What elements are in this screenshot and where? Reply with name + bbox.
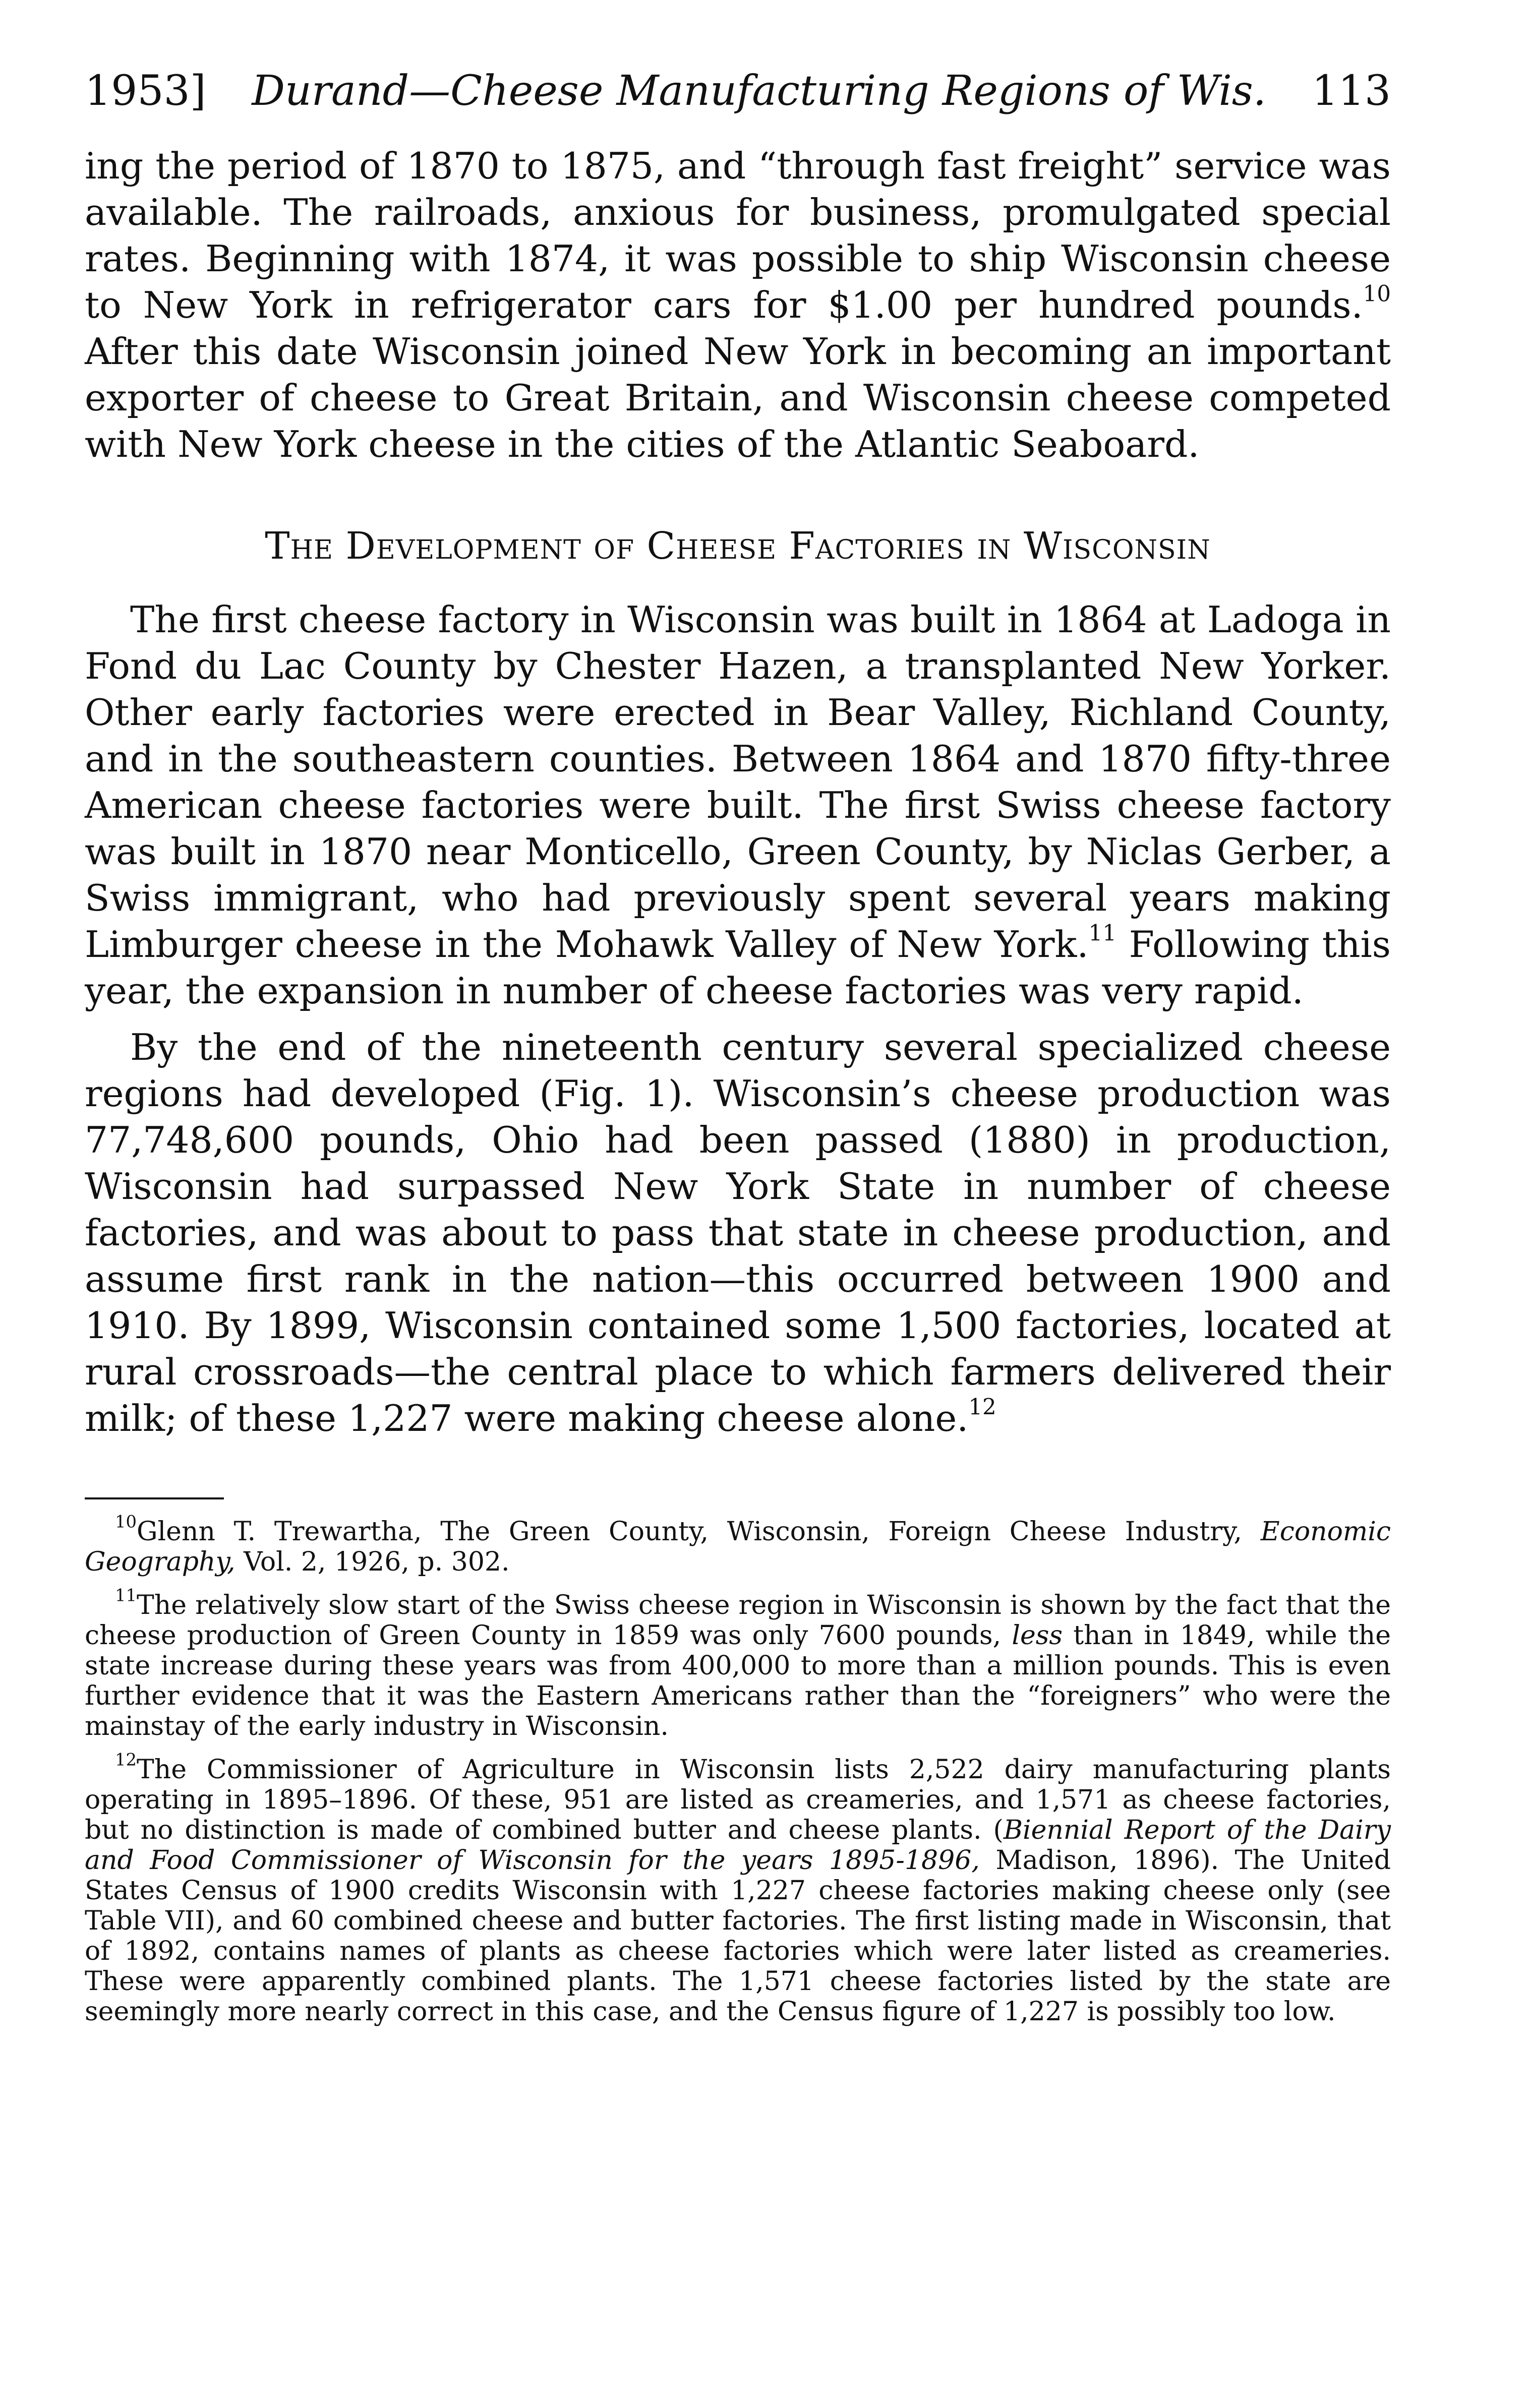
section-paragraph-1 <box>85 597 1391 1014</box>
footnote-ref-11: 11 <box>1088 921 1116 946</box>
footnote-12-text-2: Madison, 1896). The United States Census of 1900 credits Wisconsin with 1,227 cheese factories making cheese only (see Table VII), and 60 combined cheese and butter factories. The first listing made in Wisconsin, that of 1892, contains names of plants as cheese factories which were later listed as creameries. These were apparently combined plants. The 1,571 cheese factories listed by the state are seemingly more nearly correct in this case, and the Census figure of 1,227 is possibly too low. <box>85 1845 1391 2027</box>
running-header <box>85 67 1391 115</box>
footnote-11-text-1: The relatively slow start of the Swiss cheese region in Wisconsin is shown by the fact that the cheese production of Green County in 1859 was only 7600 pounds, <box>85 1590 1391 1651</box>
intro-paragraph <box>85 143 1391 468</box>
footnote-10-number: 10 <box>115 1512 137 1532</box>
document-page <box>85 67 1391 2040</box>
header-year: 1953] <box>85 67 206 115</box>
section-heading: The Development of Cheese Factories in Wisconsin <box>265 524 1211 568</box>
footnote-10 <box>85 1512 1391 1577</box>
header-title: Durand—Cheese Manufacturing Regions of Wis. <box>252 67 1266 115</box>
footnote-10-journal: Economic Geography, <box>85 1517 1391 1577</box>
footnote-ref-10: 10 <box>1363 281 1391 307</box>
footnote-11-emphasis: less <box>1012 1620 1063 1651</box>
page-number: 113 <box>1312 67 1391 115</box>
paragraph-1-text-1: The first cheese factory in Wisconsin was built in 1864 at Ladoga in Fond du Lac County by Chester Hazen, a transplanted New Yorker. Other early factories were erected in Bear Valley, Richland County, and in the southeastern counties. Between 1864 and 1870 fifty-three American cheese factories were built. The first Swiss cheese factory was built in 1870 near Monticello, Green County, by Niclas Gerber, a Swiss immigrant, who had previously spent several years making Limburger cheese in the Mohawk Valley of New York. <box>85 599 1391 966</box>
footnote-11-number: 11 <box>115 1585 137 1605</box>
footnote-12-report-title: Biennial Report of the Dairy and Food Commissioner of Wisconsin for the years 1895-1896, <box>85 1815 1391 1876</box>
footnote-11-text-2: than in 1849, while the state increase during these years was from 400,000 to more than a million pounds. This is even further evidence that it was the Eastern Americans rather than the “foreigners” who were the mainstay of the early industry in Wisconsin. <box>85 1620 1391 1741</box>
paragraph-2-text-1: By the end of the nineteenth century several specialized cheese regions had developed (Fig. 1). Wisconsin’s cheese production was 77,748,600 pounds, Ohio had been passed (1880) in production, Wisconsin had surpassed New York State in number of cheese factories, and was about to pass that state in cheese production, and assume first rank in the nation—this occurred between 1900 and 1910. By 1899, Wisconsin contained some 1,500 factories, located at rural crossroads—the central place to which farmers delivered their milk; of these 1,227 were making cheese alone. <box>85 1027 1391 1440</box>
paragraph-1-text-2: Following this year, the expansion in number of cheese factories was very rapid. <box>85 924 1391 1012</box>
footnote-12-text-1: The Commissioner of Agriculture in Wisconsin lists 2,522 dairy manufacturing plants operating in 1895–1896. Of these, 951 are listed as creameries, and 1,571 as cheese factories, but no distinction is made of combined butter and cheese plants. ( <box>85 1755 1391 1845</box>
footnote-10-text-1: Glenn T. Trewartha, The Green County, Wisconsin, Foreign Cheese Industry, <box>137 1517 1261 1547</box>
intro-text-1: ing the period of 1870 to 1875, and “through fast freight” service was available. The railroads, anxious for business, promulgated special rates. Beginning with 1874, it was possible to ship Wisconsin cheese to New York in refrigerator cars for $1.00 per hundred pounds. <box>85 145 1391 327</box>
paragraph-gap <box>85 1014 1391 1025</box>
intro-text-2: After this date Wisconsin joined New York in becoming an important exporter of cheese to Great Britain, and Wisconsin cheese competed with New York cheese in the cities of the Atlantic Seaboard. <box>85 331 1391 466</box>
section-paragraph-2 <box>85 1025 1391 1442</box>
footnote-divider <box>85 1497 224 1499</box>
footnote-12 <box>85 1750 1391 2027</box>
footnote-ref-12: 12 <box>968 1395 996 1420</box>
footnote-10-text-2: Vol. 2, 1926, p. 302. <box>235 1547 510 1577</box>
footnote-11 <box>85 1585 1391 1741</box>
footnote-12-number: 12 <box>115 1750 137 1770</box>
